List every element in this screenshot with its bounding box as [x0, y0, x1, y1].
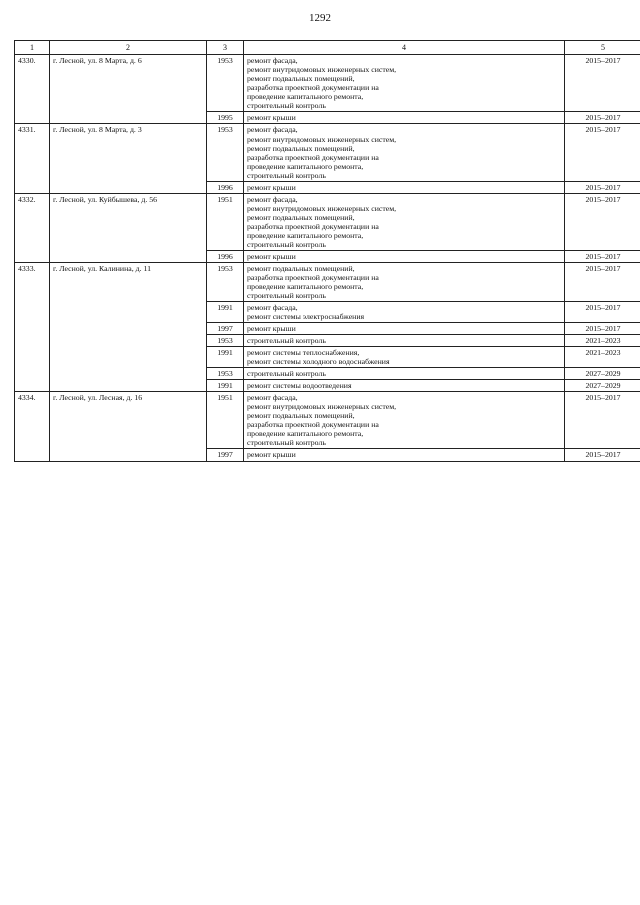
last-repair-year: 1953 [207, 124, 244, 181]
work-type-line: ремонт фасада, [247, 303, 298, 313]
planned-period: 2021–2023 [565, 347, 640, 368]
last-repair-year: 1991 [207, 380, 244, 392]
work-type-line: проведение капитального ремонта, [247, 230, 364, 240]
work-type-line: строительный контроль [247, 336, 326, 346]
last-repair-year: 1951 [207, 392, 244, 449]
planned-period: 2015–2017 [565, 262, 640, 301]
planned-period: 2015–2017 [565, 193, 640, 250]
work-type-line: ремонт крыши [247, 324, 296, 334]
work-type-line: ремонт крыши [247, 251, 296, 261]
last-repair-year: 1951 [207, 193, 244, 250]
work-type-line: ремонт крыши [247, 450, 296, 460]
work-type-line: строительный контроль [247, 170, 326, 180]
last-repair-year: 1953 [207, 368, 244, 380]
work-type-line: разработка проектной документации на [247, 221, 379, 231]
last-repair-year: 1953 [207, 335, 244, 347]
column-header: 4 [244, 41, 565, 55]
column-number-row [15, 41, 640, 55]
planned-period: 2015–2017 [565, 302, 640, 323]
planned-period: 2015–2017 [565, 449, 640, 461]
work-type-line: ремонт подвальных помещений, [247, 212, 355, 222]
planned-period: 2015–2017 [565, 323, 640, 335]
column-header: 2 [50, 41, 207, 55]
work-types [244, 55, 565, 112]
entry-number: 4331. [15, 124, 50, 193]
building-address: г. Лесной, ул. Куйбышева, д. 56 [50, 193, 207, 262]
entry-number: 4334. [15, 392, 50, 461]
building-address: г. Лесной, ул. Лесная, д. 16 [50, 392, 207, 461]
work-type-line: ремонт внутридомовых инженерных систем, [247, 65, 397, 75]
planned-period: 2021–2023 [565, 335, 640, 347]
planned-period: 2015–2017 [565, 112, 640, 124]
table-row [15, 262, 640, 301]
work-type-line: проведение капитального ремонта, [247, 92, 364, 102]
work-types [244, 302, 565, 323]
work-types [244, 380, 565, 392]
work-types [244, 262, 565, 301]
work-type-line: ремонт подвальных помещений, [247, 74, 355, 84]
last-repair-year: 1991 [207, 347, 244, 368]
work-types [244, 181, 565, 193]
work-type-line: строительный контроль [247, 291, 326, 301]
last-repair-year: 1953 [207, 262, 244, 301]
work-type-line: ремонт внутридомовых инженерных систем, [247, 203, 397, 213]
building-address: г. Лесной, ул. 8 Марта, д. 6 [50, 55, 207, 124]
planned-period: 2015–2017 [565, 124, 640, 181]
entry-number: 4333. [15, 262, 50, 391]
work-type-line: ремонт подвальных помещений, [247, 411, 355, 421]
work-type-line: проведение капитального ремонта, [247, 281, 364, 291]
entry-number: 4332. [15, 193, 50, 262]
table-row [15, 55, 640, 112]
last-repair-year: 1995 [207, 112, 244, 124]
column-header: 5 [565, 41, 640, 55]
last-repair-year: 1996 [207, 181, 244, 193]
work-type-line: ремонт крыши [247, 182, 296, 192]
last-repair-year: 1953 [207, 55, 244, 112]
work-type-line: разработка проектной документации на [247, 420, 379, 430]
work-type-line: ремонт фасада, [247, 393, 298, 403]
work-type-line: ремонт системы водоотведения [247, 381, 352, 391]
work-type-line: ремонт фасада, [247, 56, 298, 66]
work-types [244, 347, 565, 368]
table-row [15, 193, 640, 250]
work-type-line: строительный контроль [247, 239, 326, 249]
table-row [15, 392, 640, 449]
work-type-line: проведение капитального ремонта, [247, 161, 364, 171]
work-type-line: строительный контроль [247, 438, 326, 448]
work-types [244, 449, 565, 461]
work-types [244, 124, 565, 181]
work-types [244, 392, 565, 449]
work-types [244, 193, 565, 250]
last-repair-year: 1996 [207, 250, 244, 262]
page-number: 1292 [309, 12, 331, 24]
planned-period: 2027–2029 [565, 368, 640, 380]
work-type-line: ремонт подвальных помещений, [247, 263, 355, 273]
column-header: 1 [15, 41, 50, 55]
work-type-line: ремонт фасада, [247, 125, 298, 135]
work-type-line: строительный контроль [247, 369, 326, 379]
repair-schedule-table [14, 40, 640, 462]
last-repair-year: 1997 [207, 449, 244, 461]
work-types [244, 335, 565, 347]
planned-period: 2027–2029 [565, 380, 640, 392]
work-type-line: разработка проектной документации на [247, 272, 379, 282]
work-type-line: ремонт системы электроснабжения [247, 312, 365, 322]
entry-number: 4330. [15, 55, 50, 124]
work-type-line: ремонт внутридомовых инженерных систем, [247, 402, 397, 412]
planned-period: 2015–2017 [565, 55, 640, 112]
building-address: г. Лесной, ул. 8 Марта, д. 3 [50, 124, 207, 193]
table-row [15, 124, 640, 181]
planned-period: 2015–2017 [565, 392, 640, 449]
work-type-line: ремонт фасада, [247, 194, 298, 204]
work-types [244, 250, 565, 262]
last-repair-year: 1997 [207, 323, 244, 335]
work-type-line: строительный контроль [247, 101, 326, 111]
column-header: 3 [207, 41, 244, 55]
work-type-line: ремонт подвальных помещений, [247, 143, 355, 153]
work-types [244, 323, 565, 335]
work-type-line: ремонт внутридомовых инженерных систем, [247, 134, 397, 144]
last-repair-year: 1991 [207, 302, 244, 323]
work-type-line: ремонт системы холодного водоснабжения [247, 357, 390, 367]
work-types [244, 112, 565, 124]
work-type-line: ремонт крыши [247, 113, 296, 123]
work-types [244, 368, 565, 380]
planned-period: 2015–2017 [565, 181, 640, 193]
planned-period: 2015–2017 [565, 250, 640, 262]
building-address: г. Лесной, ул. Калинина, д. 11 [50, 262, 207, 391]
work-type-line: проведение капитального ремонта, [247, 429, 364, 439]
work-type-line: разработка проектной документации на [247, 83, 379, 93]
work-type-line: разработка проектной документации на [247, 152, 379, 162]
work-type-line: ремонт системы теплоснабжения, [247, 348, 360, 358]
